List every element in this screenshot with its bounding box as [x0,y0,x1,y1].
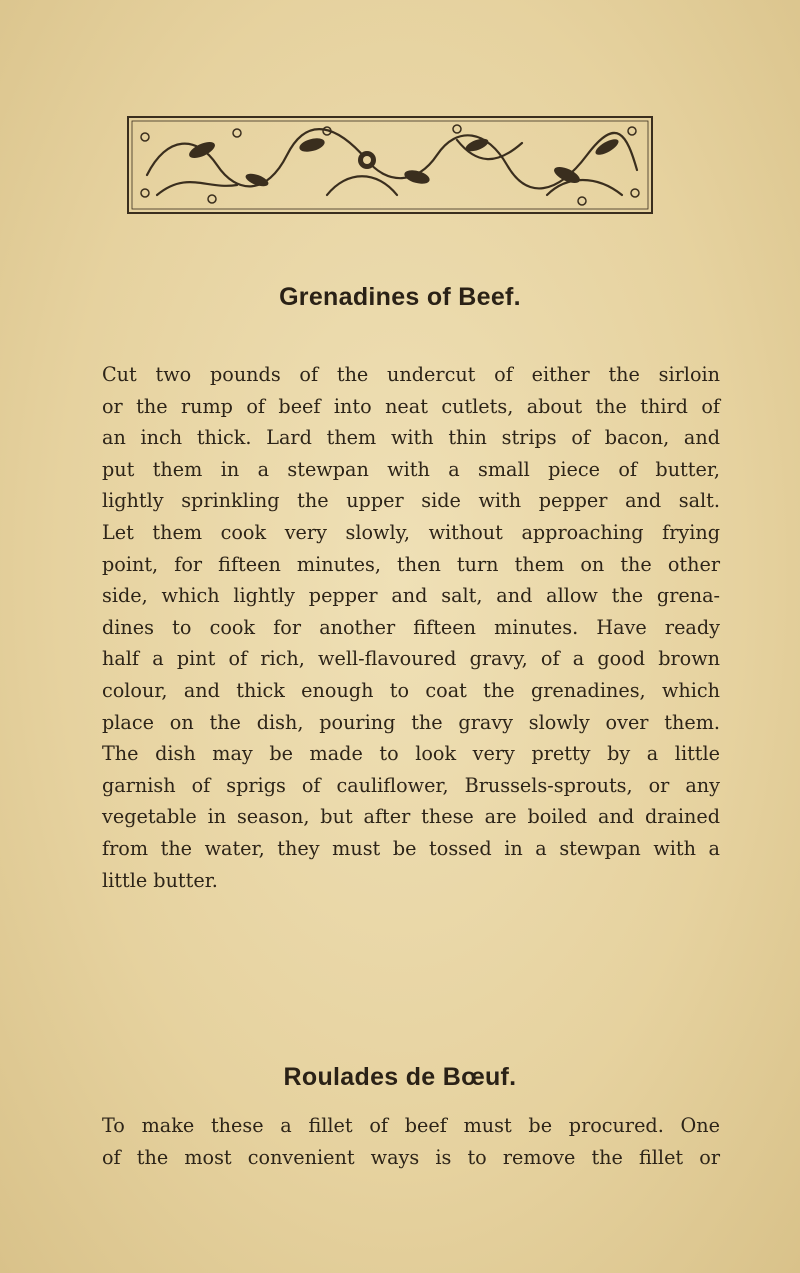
text-line: garnish of sprigs of cauliflower, Brussels-sprouts, or any [102,773,720,797]
text-line: little butter. [102,868,218,892]
text-line: put them in a stewpan with a small piece of butter, [102,457,720,481]
text-line: an inch thick. Lard them with thin strips of bacon, and [102,426,720,450]
text-line: lightly sprinkling the upper side with pepper and salt. [102,489,720,513]
section-title-roulades: Roulades de Bœuf. [283,1063,517,1091]
text-line: Cut two pounds of the undercut of either the sirloin [102,363,720,386]
floral-headpiece-ornament-icon [127,115,655,215]
text-line: half a pint of rich, well-flavoured gravy, of a good brown [102,647,720,671]
text-line: side, which lightly pepper and salt, and allow the grena- [102,584,720,608]
text-line: colour, and thick enough to coat the grenadines, which [102,678,720,702]
text-line: or the rump of beef into neat cutlets, about the third of [102,394,720,418]
section-title-grenadines: Grenadines of Beef. [279,283,521,311]
text-line: of the most convenient ways is to remove the fillet or [102,1145,720,1169]
text-line: from the water, they must be tossed in a stewpan with a [102,836,720,860]
section-body-grenadines [86,359,720,896]
text-line: vegetable in season, but after these are boiled and drained [102,805,720,829]
text-line: Let them cook very slowly, without approaching frying [102,520,720,544]
text-line: To make these a fillet of beef must be procured. One [102,1114,720,1137]
text-line: point, for fifteen minutes, then turn them on the other [102,552,720,576]
text-line: The dish may be made to look very pretty by a little [102,742,720,766]
text-line: place on the dish, pouring the gravy slowly over them. [102,710,720,734]
text-line: dines to cook for another fifteen minutes. Have ready [102,615,720,639]
section-body-roulades [86,1110,720,1173]
